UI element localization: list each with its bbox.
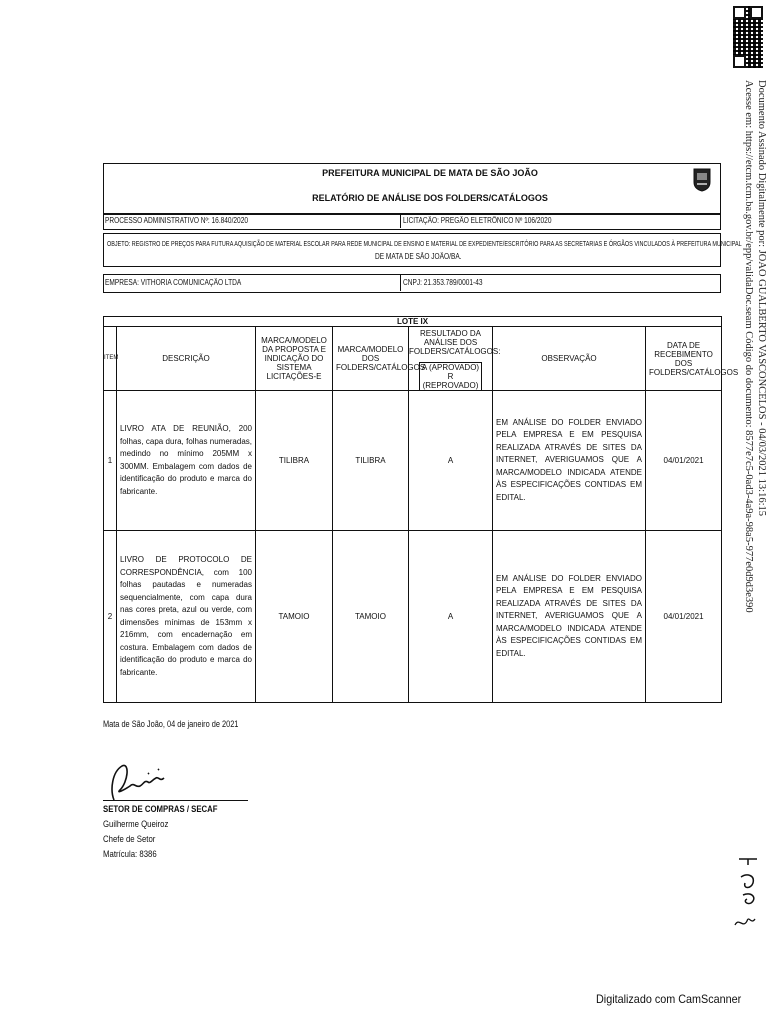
process-divider — [400, 213, 401, 228]
header-description: DESCRIÇÃO — [117, 327, 256, 391]
row-result: A — [409, 531, 493, 703]
row-result: A — [409, 391, 493, 531]
legend-rejected: R (REPROVADO) — [422, 372, 479, 390]
header-brand-folder: MARCA/MODELO DOS FOLDERS/CATÁLOGOS — [333, 327, 409, 391]
municipal-crest-icon — [693, 168, 711, 192]
header-observation: OBSERVAÇÃO — [493, 327, 646, 391]
company-divider — [400, 274, 401, 291]
signer-role: Chefe de Setor — [103, 834, 156, 845]
legend-approved: A (APROVADO) — [421, 363, 480, 372]
handwritten-signature — [104, 760, 184, 804]
municipality-title: PREFEITURA MUNICIPAL DE MATA DE SÃO JOÃO — [322, 168, 538, 178]
signer-registration: Matrícula: 8386 — [103, 849, 157, 860]
sector-name: SETOR DE COMPRAS / SECAF — [103, 804, 218, 815]
row-description: LIVRO ATA DE REUNIÃO, 200 folhas, capa dura, folhas numeradas, medindo no mínimo 205MM x 300MM. Embalagem com dados de identificação do produto e marca do fabricante. — [117, 391, 256, 531]
header-item: ITEM — [104, 327, 117, 391]
scanner-watermark: Digitalizado com CamScanner — [596, 992, 742, 1006]
row-item: 2 — [104, 531, 117, 703]
signer-name: Guilherme Queiroz — [103, 819, 169, 830]
header-received-date: DATA DE RECEBIMENTO DOS FOLDERS/CATÁLOGOS — [646, 327, 722, 391]
stamp-line-1: Documento Assinado Digitalmente por: JOAO GUALBERTO VASCONCELOS - 04/03/2021 13:16:15 — [756, 80, 767, 516]
stamp-line-2: Acesse em: https://etcm.tcm.ba.gov.br/epp/validaDoc.seam Código do documento: 8577e7c5-0ad3-4a9a-98a5-977e0d9d3e390 — [743, 80, 754, 613]
place-date: Mata de São João, 04 de janeiro de 2021 — [103, 719, 239, 729]
table-row — [104, 531, 722, 703]
company-name: EMPRESA: VITHORIA COMUNICAÇÃO LTDA — [105, 278, 242, 287]
row-received-date: 04/01/2021 — [646, 531, 722, 703]
object-line-1: OBJETO: REGISTRO DE PREÇOS PARA FUTURA AQUISIÇÃO DE MATERIAL ESCOLAR PARA REDE MUNICIPAL DE ENSINO E MATERIAL DE EXPEDIENTE/ESCRITÓRIO PARA AS SECRETARIAS E ÓRGÃOS VINCULADOS À PREFEITURA MUNICIPAL — [107, 239, 742, 248]
header-result-label: RESULTADO DA ANÁLISE DOS FOLDERS/CATÁLOGOS: — [409, 329, 501, 356]
lot-label: LOTE IX — [104, 317, 722, 327]
report-title: RELATÓRIO DE ANÁLISE DOS FOLDERS/CATÁLOGOS — [312, 193, 548, 203]
qr-code-icon — [733, 6, 763, 68]
company-cnpj: CNPJ: 21.353.789/0001-43 — [403, 278, 483, 287]
row-brand-folder: TAMOIO — [333, 531, 409, 703]
object-line-2: DE MATA DE SÃO JOÃO/BA. — [375, 252, 462, 261]
result-legend — [419, 362, 482, 390]
handwritten-page-number — [733, 855, 763, 930]
row-received-date: 04/01/2021 — [646, 391, 722, 531]
signature-line — [103, 800, 248, 801]
header-result — [409, 327, 501, 391]
process-number: PROCESSO ADMINISTRATIVO Nº: 16.840/2020 — [105, 216, 249, 225]
row-item: 1 — [104, 391, 117, 531]
bid-number: LICITAÇÃO: PREGÃO ELETRÔNICO Nº 106/2020 — [403, 216, 552, 225]
row-brand-proposal: TILIBRA — [256, 391, 333, 531]
row-brand-proposal: TAMOIO — [256, 531, 333, 703]
lot-table — [103, 316, 739, 703]
row-description: LIVRO DE PROTOCOLO DE CORRESPONDÊNCIA, com 100 folhas pautadas e numeradas sequencialmente, com capa dura nas cores preta, azul ou verde, com dimensões mínimas de 153mm x 216mm, com encadernação em costura. Embalagem com dados de identificação do produto e marca do fabricante. — [117, 531, 256, 703]
header-brand-proposal: MARCA/MODELO DA PROPOSTA E INDICAÇÃO DO SISTEMA LICITAÇÕES-E — [256, 327, 333, 391]
row-observation: EM ANÁLISE DO FOLDER ENVIADO PELA EMPRESA E EM PESQUISA REALIZADA ATRAVÉS DE SITES DA INTERNET, AVERIGUAMOS QUE A MARCA/MODELO INDICADA ATENDE ÀS ESPECIFICAÇÕES CONTIDAS EM EDITAL. — [493, 531, 646, 703]
table-row — [104, 391, 722, 531]
row-observation: EM ANÁLISE DO FOLDER ENVIADO PELA EMPRESA E EM PESQUISA REALIZADA ATRAVÉS DE SITES DA INTERNET, AVERIGUAMOS QUE A MARCA/MODELO INDICADA ATENDE ÀS ESPECIFICAÇÕES CONTIDAS EM EDITAL. — [493, 391, 646, 531]
digital-signature-stamp — [742, 80, 768, 613]
row-brand-folder: TILIBRA — [333, 391, 409, 531]
